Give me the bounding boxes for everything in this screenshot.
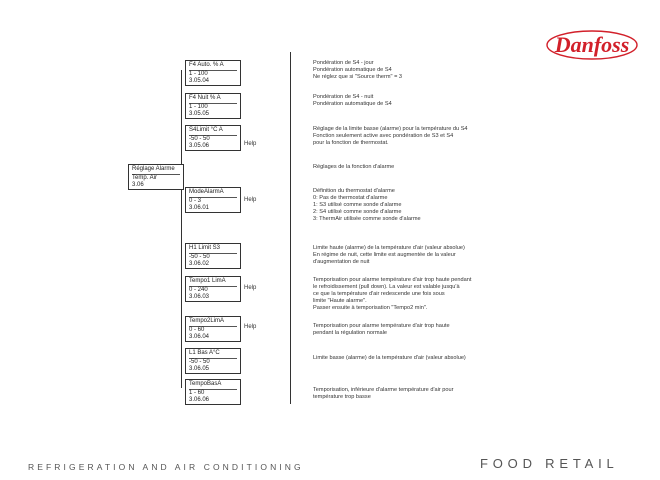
menu-box-f4-auto: F4 Auto. % A 1 - 100 3.05.04 <box>185 60 241 86</box>
footer-segment: FOOD RETAIL <box>480 456 619 471</box>
menu-box-tempo1: Tempo1 LimA 0 - 240 3.06.03 <box>185 276 241 302</box>
description-tempo2: Temporisation pour alarme température d'air trop haute pendant la régulation normale <box>313 323 450 336</box>
footer-tagline: REFRIGERATION AND AIR CONDITIONING <box>28 462 304 472</box>
menu-box-limite-basse: L1 Bas A°C -50 - 50 3.06.05 <box>185 348 241 374</box>
help-label: Help <box>244 197 257 203</box>
menu-box-tempo2: Tempo2LimA 0 - 60 3.06.04 <box>185 316 241 342</box>
menu-box-f4-nuit: F4 Nuit % A 1 - 100 3.05.05 <box>185 93 241 119</box>
column-divider <box>290 52 291 404</box>
description-reglage-alarme: Réglages de la fonction d'alarme <box>313 164 395 170</box>
description-limite-haute: Limite haute (alarme) de la température d'air (valeur absolue) En régime de nuit, cette limite est augmentée de la valeur d'augmentation de nuit <box>313 245 465 265</box>
description-tempo-basse: Temporisation, inférieure d'alarme température d'air pour température trop basse <box>313 387 454 400</box>
description-tempo1: Temporisation pour alarme température d'air trop haute pendant le refroidissement (pull down). La valeur est valable jusqu'à ce que la température d'air redescende une fois sous limite "Haute alarme". Passer ensuite à temporisation "Tempo2 min". <box>313 277 472 311</box>
description-mode-alarme: Définition du thermostat d'alarme 0: Pas de thermostat d'alarme 1: S3 utilisé comme sonde d'alarme 2: S4 utilisé comme sonde d'alarme 3: ThermAir utilisée comme sonde d'alarme <box>313 188 421 222</box>
menu-box-tempo-basse: TempoBasA 1 - 60 3.06.06 <box>185 379 241 405</box>
description-limite-basse: Limite basse (alarme) de la température d'air (valeur absolue) <box>313 355 466 361</box>
help-label: Help <box>244 285 257 291</box>
menu-box-mode-alarme: ModeAlarmA 0 - 3 3.06.01 <box>185 187 241 213</box>
tree-trunk <box>181 70 182 388</box>
help-label: Help <box>244 141 257 147</box>
logo-text: Danfoss <box>554 32 630 57</box>
menu-box-reglage-alarme: Réglage Alarme Temp. Air 3.06 <box>128 164 184 190</box>
description-s4-limit: Réglage de la limite basse (alarme) pour la température du S4 Fonction seulement active avec pondération de S3 et S4 pour la fonction de thermostat. <box>313 126 468 146</box>
description-f4-auto: Pondération de S4 - jour Pondération automatique de S4 Ne réglez que si "Source therm" = 3 <box>313 60 403 80</box>
help-label: Help <box>244 324 257 330</box>
menu-box-limite-haute: H1 Limit S3 -50 - 50 3.06.02 <box>185 243 241 269</box>
description-f4-nuit: Pondération de S4 - nuit Pondération automatique de S4 <box>313 94 392 107</box>
menu-box-s4-limit: S4Limit °C A -50 - 50 3.05.06 <box>185 125 241 151</box>
